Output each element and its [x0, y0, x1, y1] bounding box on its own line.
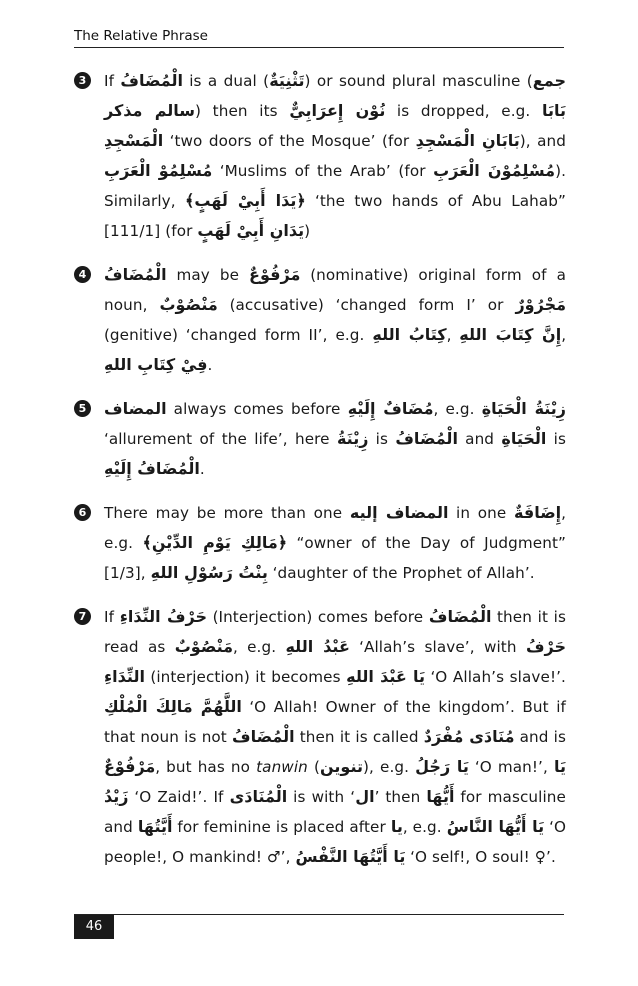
arabic-term: عَبْدُ اللهِ	[285, 637, 350, 656]
item-number-badge: 5	[74, 400, 91, 417]
text-run: is	[368, 430, 396, 448]
running-head: The Relative Phrase	[74, 28, 564, 48]
text-run: .	[207, 356, 213, 374]
rule-item-3	[74, 394, 566, 484]
item-paragraph	[104, 394, 566, 484]
text-run: ). Similarly,	[104, 162, 567, 210]
arabic-term: أَيُّهَا	[426, 787, 455, 806]
arabic-term: الْمُضَافُ	[104, 265, 167, 284]
text-run: ‘allurement of the life’, here	[104, 430, 337, 448]
arabic-term: مُضَافٌ إِلَيْهِ	[347, 399, 434, 418]
item-number-badge: 3	[74, 72, 91, 89]
text-run: )	[304, 222, 311, 240]
page-number: 46	[74, 915, 114, 939]
text-run: “owner of the Day of Judgment” [1/3],	[104, 534, 567, 582]
text-run: ), and	[519, 132, 566, 150]
arabic-term: زِيْنَةُ الْحَيَاةِ	[481, 399, 567, 418]
item-paragraph	[104, 498, 566, 588]
arabic-term: حَرْفُ النِّدَاءِ	[119, 607, 208, 626]
arabic-term: الْمُضَافُ	[428, 607, 492, 626]
arabic-term: مَرْفُوْعٌ	[104, 757, 156, 776]
text-run: ‘Allah’s slave’, with	[349, 638, 526, 656]
arabic-term: اللَّهُمَّ مَالِكَ الْمُلْكِ	[104, 697, 242, 716]
arabic-term: يَا أَيَّتُهَا النَّفْسُ	[295, 847, 406, 866]
arabic-term: حَرْفُ النِّدَاءِ	[104, 637, 567, 686]
text-run: and is	[514, 728, 566, 746]
footer-rule	[74, 914, 564, 915]
arabic-term: مَنْصُوْبٌ	[174, 637, 234, 656]
text-run: (	[307, 758, 320, 776]
rule-item-4	[74, 498, 566, 588]
arabic-term: بَابَانِ الْمَسْجِدِ	[415, 131, 520, 150]
rule-item-2	[74, 260, 566, 380]
text-run: ’ then	[374, 788, 427, 806]
arabic-term: جمع سالم مذكر	[104, 71, 566, 120]
text-run: , but has no	[155, 758, 257, 776]
text-run: ), e.g.	[362, 758, 416, 776]
arabic-term: ﴿يَدَا أَبِيْ لَهَبٍ﴾	[185, 191, 306, 210]
text-run: ) or sound plural masculine (	[304, 72, 533, 90]
arabic-term: يَا عَبْدَ اللهِ	[346, 667, 426, 686]
arabic-term: المضاف	[104, 399, 167, 418]
text-run: then it is called	[294, 728, 424, 746]
arabic-term: ﴿مَالِكِ يَوْمِ الدِّيْنِ﴾	[142, 533, 288, 552]
arabic-term: مَرْفُوْعٌ	[249, 265, 301, 284]
arabic-term: يَا أَيُّهَا النَّاسُ	[446, 817, 545, 836]
text-run: always comes before	[166, 400, 348, 418]
text-run: ‘O self!, O soul! ♀’.	[405, 848, 556, 866]
text-run: ‘daughter of the Prophet of Allah’.	[267, 564, 535, 582]
text-run: ‘two doors of the Mosque’ (for	[163, 132, 416, 150]
text-run: , e.g.	[402, 818, 447, 836]
arabic-term: تَثْنِيَةٌ	[269, 71, 305, 90]
arabic-term: بَابَا الْمَسْجِدِ	[104, 101, 566, 150]
text-run: for feminine is placed after	[172, 818, 391, 836]
text-run: may be	[166, 266, 250, 284]
item-number-badge: 4	[74, 266, 91, 283]
text-run: tanwin	[256, 758, 308, 776]
arabic-term: فِيْ كِتَابِ اللهِ	[104, 355, 208, 374]
text-run: is dropped, e.g.	[385, 102, 542, 120]
arabic-term: مَنْصُوْبٌ	[159, 295, 218, 314]
text-run: in one	[448, 504, 515, 522]
arabic-term: الْمُضَافُ إِلَيْهِ	[104, 459, 200, 478]
rule-item-1	[74, 66, 566, 246]
item-paragraph	[104, 602, 566, 872]
text-run: (accusative) ‘changed form I’ or	[217, 296, 516, 314]
arabic-term: مُنَادَى مُفْرَدٌ	[423, 727, 515, 746]
arabic-term: الْمُضَافُ	[395, 429, 458, 448]
text-run: ‘O man!’,	[468, 758, 554, 776]
arabic-term: إِضَافَةٌ	[514, 503, 562, 522]
text-run: There may be more than one	[104, 504, 350, 522]
text-run: ‘Muslims of the Arab’ (for	[212, 162, 434, 180]
text-run: ,	[561, 326, 567, 344]
item-number-badge: 6	[74, 504, 91, 521]
arabic-term: كِتَابُ اللهِ	[372, 325, 447, 344]
text-run: ‘O people!, O mankind! ♂’,	[104, 818, 567, 866]
arabic-term: الْمُضَافُ	[232, 727, 295, 746]
text-run: , e.g.	[233, 638, 286, 656]
arabic-term: الْحَيَاةِ	[501, 429, 547, 448]
text-run: , e.g.	[104, 504, 566, 552]
item-number-badge: 7	[74, 608, 91, 625]
arabic-term: يَا زَيْدُ	[104, 757, 567, 806]
text-run: ‘the two hands of Abu Lahab” [111/1] (for	[104, 192, 567, 240]
text-run: ‘O Allah! Owner of the kingdom’. But if that noun is not	[104, 698, 566, 746]
arabic-term: أَيَّتُهَا	[137, 817, 173, 836]
arabic-term: المضاف إليه	[349, 503, 449, 522]
text-run: is with ‘	[287, 788, 356, 806]
page-body	[74, 66, 566, 886]
arabic-term: ال	[355, 787, 375, 806]
arabic-term: مُسْلِمُوْنَ الْعَرَبِ	[433, 161, 556, 180]
text-run: If	[104, 72, 121, 90]
arabic-term: تنوين	[320, 757, 363, 776]
arabic-term: زِيْنَةُ	[336, 429, 369, 448]
arabic-term: يَا رَجُلُ	[415, 757, 469, 776]
text-run: ‘O Allah’s slave!’.	[425, 668, 566, 686]
arabic-term: الْمُضَافُ	[120, 71, 183, 90]
arabic-term: إِنَّ كِتَابَ اللهِ	[459, 325, 562, 344]
text-run: then it is read as	[104, 608, 566, 656]
arabic-term: مَجْرُوْرٌ	[515, 295, 566, 314]
text-run: ) then its	[195, 102, 290, 120]
arabic-term: نُوْن إِعرَابِيٌّ	[289, 101, 386, 120]
text-run: for masculine and	[104, 788, 566, 836]
arabic-term: بِنْتُ رَسُوْلِ اللهِ	[150, 563, 268, 582]
arabic-term: الْمُنَادَى	[229, 787, 288, 806]
text-run: is	[546, 430, 566, 448]
text-run: and	[457, 430, 502, 448]
text-run: , e.g.	[433, 400, 482, 418]
arabic-term: يَدَانِ أَبِيْ لَهَبٍ	[197, 221, 305, 240]
text-run: ,	[446, 326, 460, 344]
text-run: .	[199, 460, 205, 478]
arabic-term: يا	[390, 817, 403, 836]
text-run: is a dual (	[182, 72, 270, 90]
text-run: (interjection) it becomes	[144, 668, 347, 686]
rule-item-5	[74, 602, 566, 872]
text-run: (nominative) original form of a noun,	[104, 266, 566, 314]
text-run: ‘O Zaid!’. If	[128, 788, 230, 806]
text-run: (genitive) ‘changed form II’, e.g.	[104, 326, 373, 344]
arabic-term: مُسْلِمُوْ الْعَرَبِ	[104, 161, 213, 180]
text-run: (Interjection) comes before	[207, 608, 429, 626]
text-run: If	[104, 608, 120, 626]
item-paragraph	[104, 260, 566, 380]
item-paragraph	[104, 66, 566, 246]
